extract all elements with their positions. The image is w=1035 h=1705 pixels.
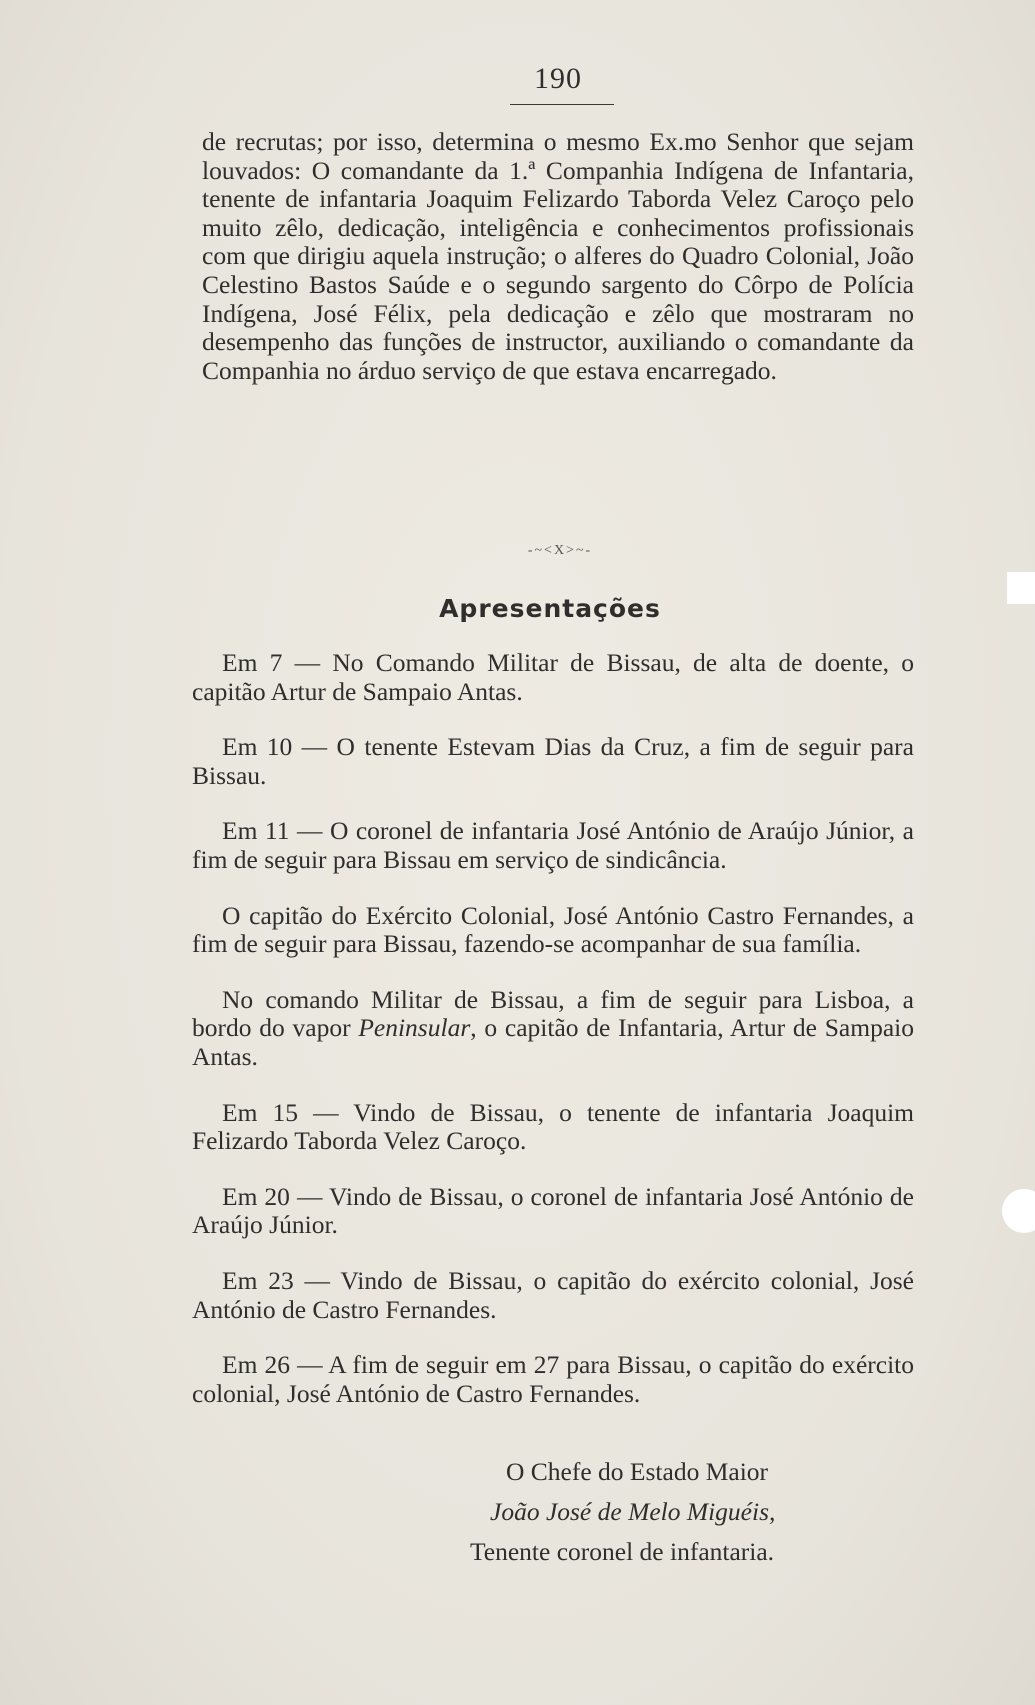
entry-item: Em 10 — O tenente Estevam Dias da Cruz, a fim de seguir para Bissau.	[192, 732, 914, 790]
entry-item: O capitão do Exército Colonial, José António Castro Fernandes, a fim de seguir para Bissau, fazendo-se acompanhar de sua família.	[192, 900, 914, 959]
scan-punch-hole	[1002, 1189, 1035, 1233]
entry-item: Em 11 — O coronel de infantaria José António de Araújo Júnior, a fim de seguir para Bissau em serviço de sindicância.	[192, 816, 914, 874]
entry-item	[192, 986, 914, 1072]
signature-block	[470, 1452, 920, 1572]
entry-text-before: No comando Militar de Bissau, a fim de seguir para Lisboa, a bordo do vapor	[192, 984, 914, 1043]
entry-item: Em 15 — Vindo de Bissau, o tenente de infantaria Joaquim Felizardo Taborda Velez Caroço.	[192, 1097, 914, 1156]
section-divider-ornament: -~<X>~-	[527, 543, 593, 558]
signature-rank: Tenente coronel de infantaria.	[470, 1537, 775, 1566]
entries-list	[192, 649, 914, 1435]
entry-item: Em 7 — No Comando Militar de Bissau, de alta de doente, o capitão Artur de Sampaio Antas.	[192, 648, 914, 706]
page-number-underline	[510, 104, 614, 105]
ship-name: Peninsular	[358, 1013, 471, 1043]
page-number: 190	[534, 62, 582, 95]
entry-item: Em 23 — Vindo de Bissau, o capitão do exército colonial, José António de Castro Fernandes.	[192, 1265, 914, 1324]
body-paragraph: de recrutas; por isso, determina o mesmo Ex.mo Senhor que sejam louvados: O comandante da 1.ª Companhia Indígena de Infantaria, tenente de infantaria Joaquim Felizardo Taborda Velez Caroço pelo muito zêlo, dedicação, inteligência e conhecimentos profissionais com que dirigiu aquela instrução; o alferes do Quadro Colonial, João Celestino Bastos Saúde e o segundo sargento do Côrpo de Polícia Indígena, José Félix, pela dedicação e zêlo que mostraram no desempenho das funções de instructor, auxiliando o comandante da Companhia no árduo serviço de que estava encarregado.	[202, 127, 914, 385]
body-text	[202, 128, 914, 385]
signature-title: O Chefe do Estado Maior	[506, 1457, 769, 1486]
entry-item: Em 26 — A fim de seguir em 27 para Bissau, o capitão do exército colonial, José António de Castro Fernandes.	[192, 1350, 914, 1408]
entry-text-after: , o capitão de Infantaria, Artur de Sampaio Antas.	[192, 1013, 914, 1071]
scan-edge-mark	[1007, 572, 1035, 604]
signature-name: João José de Melo Miguéis,	[490, 1497, 776, 1526]
entry-item: Em 20 — Vindo de Bissau, o coronel de infantaria José António de Araújo Júnior.	[192, 1181, 914, 1240]
section-heading: Apresentações	[439, 594, 661, 623]
